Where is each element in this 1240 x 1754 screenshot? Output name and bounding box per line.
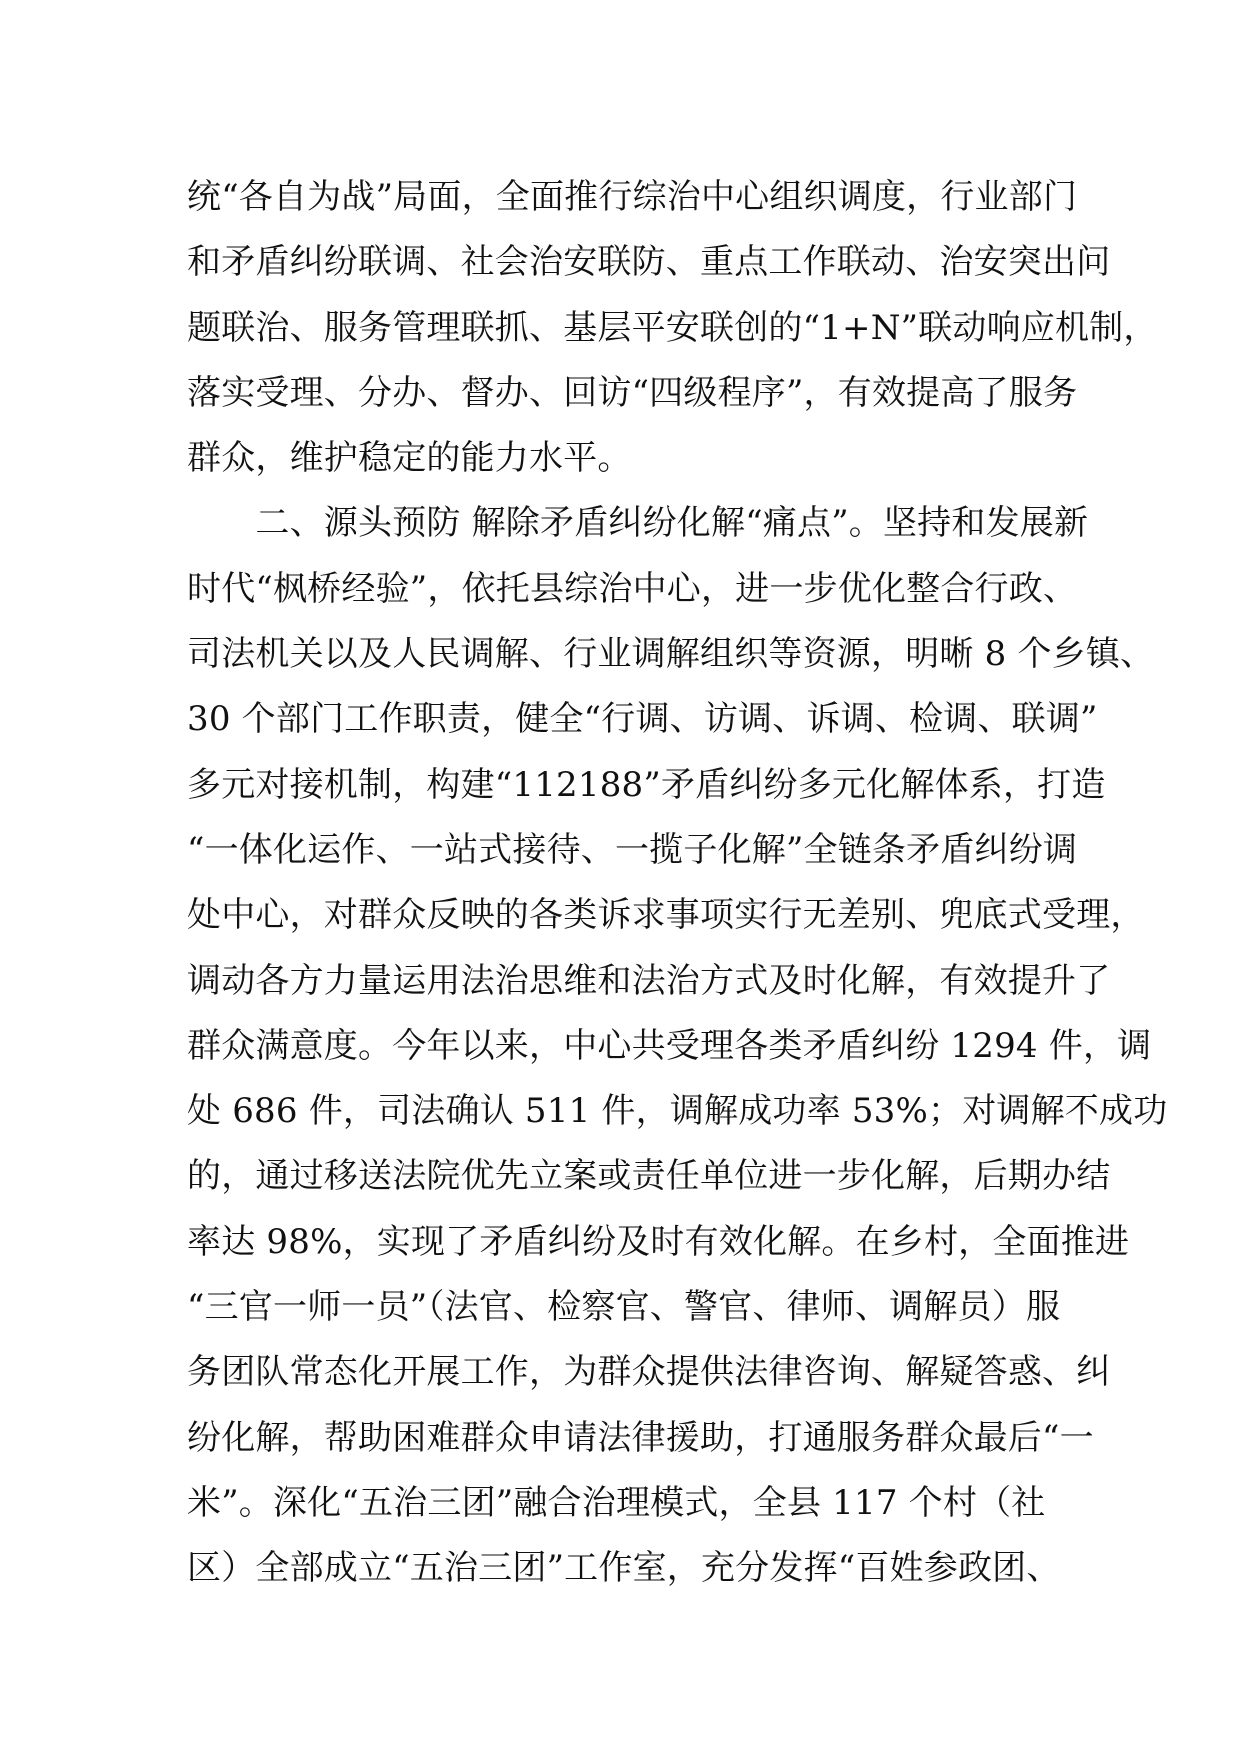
text-line: “三官一师一员”（法官、检察官、警官、律师、调解员）服: [187, 1287, 1061, 1328]
text-line: 务团队常态化开展工作，为群众提供法律咨询、解疑答惑、纠: [187, 1352, 1111, 1393]
body-text: [187, 165, 1168, 1602]
text-line: 统“各自为战”局面，全面推行综治中心组织调度，行业部门: [187, 177, 1078, 217]
text-line: 群众满意度。今年以来，中心共受理各类矛盾纠纷 1294 件，调: [187, 1025, 1152, 1066]
text-line: 时代“枫桥经验”，依托县综治中心，进一步优化整合行政、: [187, 568, 1078, 609]
text-line: 纷化解，帮助困难群众申请法律援助，打通服务群众最后“一: [187, 1417, 1094, 1458]
text-line: 题联治、服务管理联抓、基层平安联创的“1+N”联动响应机制，: [187, 307, 1158, 348]
text-line: 处 686 件，司法确认 511 件，调解成功率 53%；对调解不成功: [187, 1091, 1168, 1132]
section-heading-line: 二、源头预防 解除矛盾纠纷化解“痛点”。坚持和发展新: [187, 503, 1089, 544]
text-line: 司法机关以及人民调解、行业调解组织等资源，明晰 8 个乡镇、: [187, 634, 1155, 675]
text-line: 和矛盾纠纷联调、社会治安联防、重点工作联动、治安突出问: [187, 242, 1111, 283]
text-line: 处中心，对群众反映的各类诉求事项实行无差别、兜底式受理，: [187, 895, 1145, 936]
text-line: 群众，维护稳定的能力水平。: [187, 438, 632, 479]
text-line: “一体化运作、一站式接待、一揽子化解”全链条矛盾纠纷调: [187, 829, 1078, 870]
text-line: 区）全部成立“五治三团”工作室，充分发挥“百姓参政团、: [187, 1548, 1061, 1589]
text-line: 调动各方力量运用法治思维和法治方式及时化解，有效提升了: [187, 960, 1111, 1001]
text-line: 的，通过移送法院优先立案或责任单位进一步化解，后期办结: [187, 1156, 1111, 1197]
text-line: 落实受理、分办、督办、回访“四级程序”，有效提高了服务: [187, 372, 1078, 413]
text-line: 30 个部门工作职责，健全“行调、访调、诉调、检调、联调”: [187, 699, 1098, 740]
text-line: 米”。深化“五治三团”融合治理模式，全县 117 个村（社: [187, 1482, 1046, 1523]
text-line: 率达 98%，实现了矛盾纠纷及时有效化解。在乡村，全面推进: [187, 1221, 1130, 1262]
text-line: 多元对接机制，构建“112188”矛盾纠纷多元化解体系，打造: [187, 764, 1106, 805]
